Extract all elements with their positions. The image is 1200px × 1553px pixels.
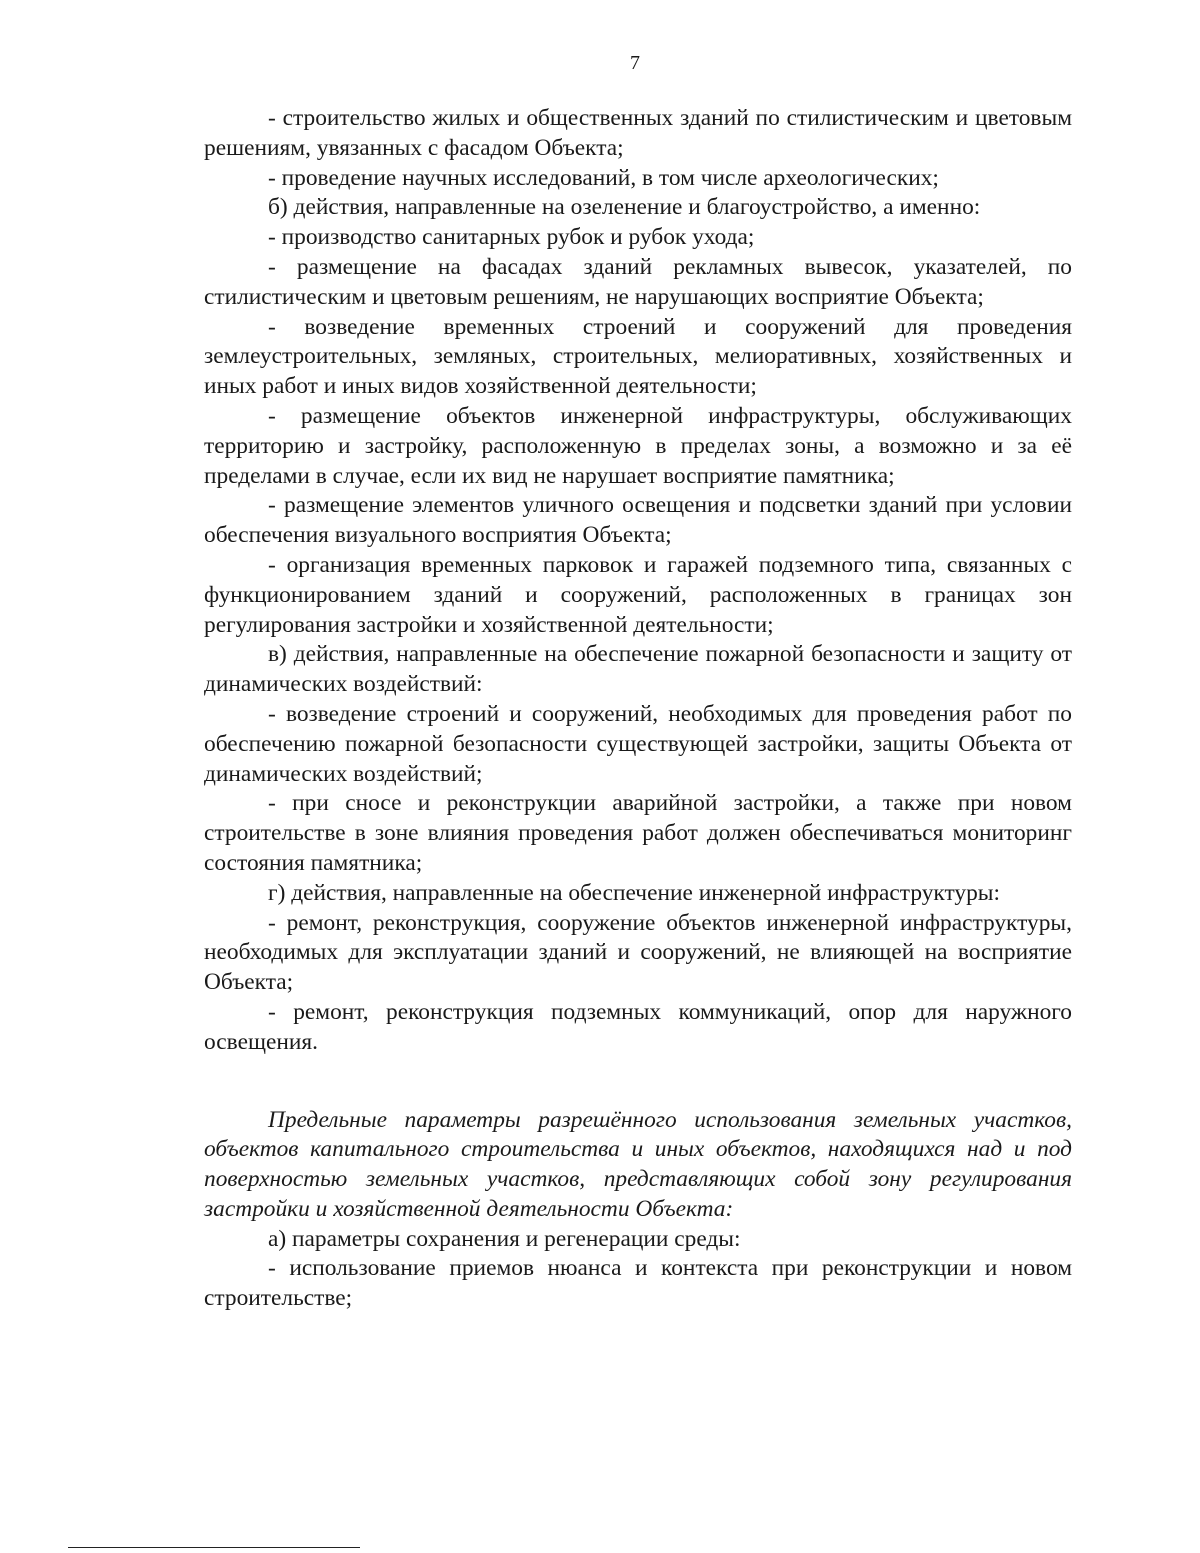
paragraph: - организация временных парковок и гаражей подземного типа, связанных с функционированием зданий и сооружений, расположенных в границах зон регулирования застройки и хозяйственной деятельности; [204,551,1072,638]
paragraph: - возведение строений и сооружений, необходимых для проведения работ по обеспечению пожарной безопасности существующей застройки, защиты Объекта от динамических воздействий; [204,700,1072,787]
paragraph: б) действия, направленные на озеленение и благоустройство, а именно: [268,194,981,221]
paragraph: - размещение объектов инженерной инфраструктуры, обслуживающих территорию и застройку, расположенную в пределах зоны, а возможно и за её пределами в случае, если их вид не нарушает восприятие памятника; [204,402,1072,489]
paragraph: г) действия, направленные на обеспечение инженерной инфраструктуры: [268,879,1000,906]
paragraph: - при сносе и реконструкции аварийной застройки, а также при новом строительстве в зоне влияния проведения работ должен обеспечиваться мониторинг состояния памятника; [204,790,1072,876]
paragraph: - использование приемов нюанса и контекста при реконструкции и новом строительстве; [204,1255,1072,1312]
section-heading: Предельные параметры разрешённого использования земельных участков, объектов капитального строительства и иных объектов, находящихся над и под поверхностью земельных участков, представляющих собой зону регулирования застройки и хозяйственной деятельности Объекта: [204,1106,1072,1222]
paragraph: - проведение научных исследований, в том числе археологических; [268,164,939,191]
page-number: 7 [630,52,640,74]
paragraph: в) действия, направленные на обеспечение пожарной безопасности и защиту от динамических воздействий: [204,641,1072,698]
paragraph: - строительство жилых и общественных зданий по стилистическим и цветовым решениям, увязанных с фасадом Объекта; [204,105,1072,161]
paragraph: - ремонт, реконструкция, сооружение объектов инженерной инфраструктуры, необходимых для эксплуатации зданий и сооружений, не влияющей на восприятие Объекта; [204,909,1072,996]
paragraph: - размещение элементов уличного освещения и подсветки зданий при условии обеспечения визуального восприятия Объекта; [204,492,1072,549]
footnote-separator [68,1547,360,1548]
paragraph: - размещение на фасадах зданий рекламных вывесок, указателей, по стилистическим и цветовым решениям, не нарушающих восприятие Объекта; [204,253,1072,310]
paragraph: а) параметры сохранения и регенерации среды: [268,1225,741,1252]
paragraph: - производство санитарных рубок и рубок ухода; [268,224,755,251]
document-body [204,104,1072,1314]
paragraph: - ремонт, реконструкция подземных коммуникаций, опор для наружного освещения. [204,998,1072,1055]
paragraph: - возведение временных строений и сооружений для проведения землеустроительных, земляных, строительных, мелиоративных, хозяйственных и иных работ и иных видов хозяйственной деятельности; [204,313,1072,400]
